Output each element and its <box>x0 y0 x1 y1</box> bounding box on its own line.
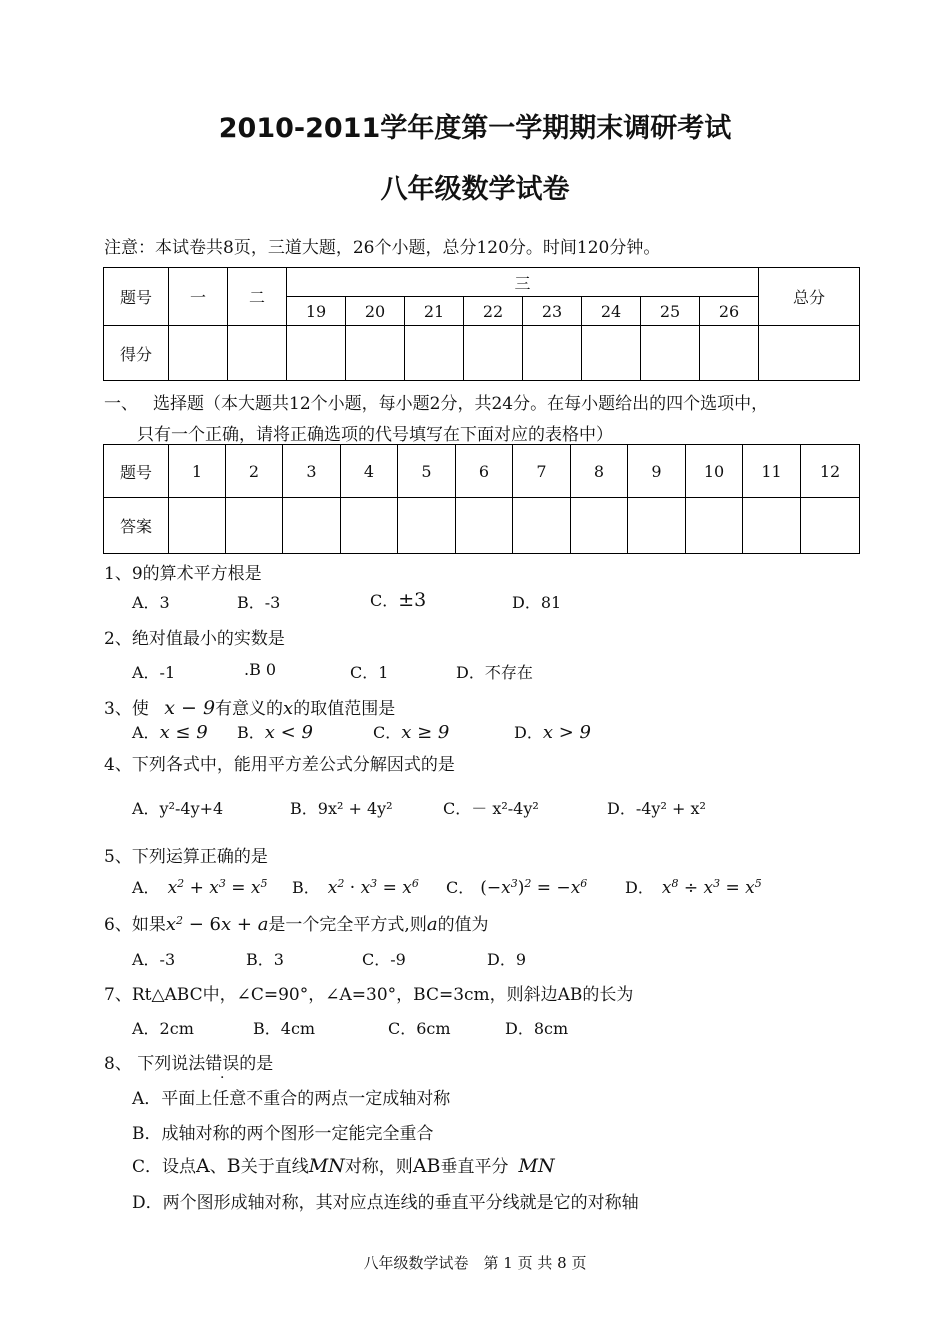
q3-stem-mid: 有意义的 <box>215 699 284 719</box>
q3-option-a <box>132 720 208 743</box>
answer-table-number: 11 <box>743 445 801 498</box>
q5-option-b-label: B． <box>292 878 320 897</box>
q8-option-a: A．平面上任意不重合的两点一定成轴对称 <box>132 1089 451 1109</box>
q6-option-b: B．3 <box>246 950 284 969</box>
q5-option-d-expr: $x^8 \div x^3 = x^5$ <box>661 877 762 898</box>
q7-option-d: D．8cm <box>505 1019 569 1038</box>
q3-stem-expr: x − 9 <box>164 697 216 719</box>
q5-option-a <box>132 875 267 898</box>
answer-cell[interactable] <box>571 498 628 554</box>
q8-option-c-mid3: 垂直平分 <box>440 1157 509 1177</box>
q5-option-d <box>625 875 762 898</box>
score-table-col-1: 一 <box>169 268 228 326</box>
q8-option-c <box>132 1152 555 1177</box>
answer-cell[interactable] <box>628 498 686 554</box>
q8-option-c-sep: 、 <box>209 1157 227 1177</box>
q3-option-d-expr: x > 9 <box>542 722 591 743</box>
q6-stem-expr: $x^2 - 6x + a$ <box>165 914 269 935</box>
q7-option-b: B．4cm <box>253 1019 316 1038</box>
q2-option-c: C．1 <box>350 663 389 682</box>
score-cell[interactable] <box>169 326 228 381</box>
score-cell[interactable] <box>523 326 582 381</box>
q6-stem-post: 是一个完全平方式,则 <box>268 915 427 935</box>
score-table-col-2: 二 <box>228 268 287 326</box>
q6-stem <box>104 910 489 935</box>
score-cell[interactable] <box>641 326 700 381</box>
q3-option-d-label: D． <box>514 723 543 742</box>
q5-option-c-label: C． <box>446 878 475 897</box>
score-cell[interactable] <box>700 326 759 381</box>
q2-option-a: A．-1 <box>132 663 176 682</box>
q8-option-c-segment-ab: AB <box>412 1155 441 1177</box>
q1-stem: 1、9的算术平方根是 <box>104 564 262 584</box>
q8-stem <box>104 1049 273 1074</box>
score-table-header-label: 题号 <box>104 268 169 326</box>
answer-table-number: 4 <box>341 445 398 498</box>
q8-option-c-mid1: 关于直线 <box>240 1157 309 1177</box>
answer-cell[interactable] <box>743 498 801 554</box>
q1-option-a: A．3 <box>132 593 170 612</box>
answer-cell[interactable] <box>169 498 226 554</box>
q7-option-a: A．2cm <box>132 1019 194 1038</box>
score-cell[interactable] <box>464 326 523 381</box>
q8-option-c-point-b: B <box>226 1155 241 1177</box>
q1-option-c-value: ±3 <box>398 589 427 611</box>
score-table-sub-col: 23 <box>523 297 582 326</box>
section1-number: 一、 <box>104 394 138 414</box>
answer-table-number: 2 <box>226 445 283 498</box>
answer-table-number: 6 <box>456 445 513 498</box>
score-table-sub-col: 19 <box>287 297 346 326</box>
score-cell[interactable] <box>287 326 346 381</box>
exam-title: 2010-2011学年度第一学期期末调研考试 <box>218 113 732 144</box>
answer-cell[interactable] <box>341 498 398 554</box>
q3-stem-pre: 3、使 <box>104 699 149 719</box>
score-table-sub-col: 26 <box>700 297 759 326</box>
q3-option-b-label: B． <box>237 723 265 742</box>
section1-heading-line2: 只有一个正确，请将正确选项的代号填写在下面对应的表格中） <box>137 425 613 445</box>
answer-table-number: 7 <box>513 445 571 498</box>
score-table-col-3: 三 <box>287 268 759 297</box>
q3-option-c-label: C． <box>373 723 402 742</box>
answer-cell[interactable] <box>513 498 571 554</box>
score-row-label: 得分 <box>104 326 169 381</box>
score-table-sub-col: 20 <box>346 297 405 326</box>
q3-option-a-expr: x ≤ 9 <box>159 722 208 743</box>
answer-cell[interactable] <box>686 498 743 554</box>
score-cell[interactable] <box>759 326 860 381</box>
q2-option-d: D．不存在 <box>456 663 533 682</box>
exam-notice: 注意：本试卷共8页，三道大题，26个小题，总分120分。时间120分钟。 <box>104 238 661 258</box>
q3-option-b <box>237 720 313 743</box>
q8-option-c-mid2: 对称，则 <box>344 1157 413 1177</box>
q4-option-c: C．－ x²-4y² <box>443 799 539 818</box>
q6-stem-pre: 6、如果 <box>104 915 166 935</box>
answer-table-header-label: 题号 <box>104 445 169 498</box>
answer-table-number: 3 <box>283 445 341 498</box>
q3-option-b-expr: x < 9 <box>264 722 313 743</box>
q6-option-d: D．9 <box>487 950 527 969</box>
q4-option-a: A．y²-4y+4 <box>132 799 224 818</box>
answer-table-number: 5 <box>398 445 456 498</box>
answer-cell[interactable] <box>801 498 860 554</box>
q3-option-c <box>373 720 449 743</box>
answer-table-number: 1 <box>169 445 226 498</box>
q5-option-d-label: D． <box>625 878 654 897</box>
q2-option-b: .B 0 <box>244 660 277 679</box>
answer-table-number: 10 <box>686 445 743 498</box>
q8-stem-emphasis: 错误 <box>205 1054 240 1074</box>
q8-stem-pre: 8、 下列说法 <box>104 1054 206 1074</box>
q3-stem-x: x <box>283 698 294 719</box>
q5-option-c-expr: $(-x^3)^2 = -x^6$ <box>480 877 588 898</box>
q6-stem-a: a <box>426 914 438 935</box>
q1-option-d: D．81 <box>512 593 562 612</box>
q6-option-c: C．-9 <box>362 950 406 969</box>
q7-stem: 7、Rt△ABC中，∠C=90°，∠A=30°，BC=3cm，则斜边AB的长为 <box>104 985 634 1005</box>
page-footer: 八年级数学试卷 第 1 页 共 8 页 <box>363 1254 587 1272</box>
answer-table-number: 8 <box>571 445 628 498</box>
q1-option-c <box>370 588 426 611</box>
answer-table <box>103 444 860 554</box>
answer-cell[interactable] <box>283 498 341 554</box>
q5-stem: 5、下列运算正确的是 <box>104 847 268 867</box>
q5-option-c <box>446 875 587 898</box>
q3-option-a-label: A． <box>132 723 160 742</box>
q8-option-c-line-mn-2: MN <box>518 1155 555 1177</box>
q8-option-b: B．成轴对称的两个图形一定能完全重合 <box>132 1124 434 1144</box>
q5-option-b <box>292 875 419 898</box>
q6-option-a: A．-3 <box>132 950 176 969</box>
q8-option-d: D．两个图形成轴对称，其对应点连线的垂直平分线就是它的对称轴 <box>132 1193 639 1213</box>
answer-table-number: 9 <box>628 445 686 498</box>
q3-option-d <box>514 720 591 743</box>
q2-stem: 2、绝对值最小的实数是 <box>104 629 285 649</box>
exam-subtitle: 八年级数学试卷 <box>380 174 570 205</box>
score-cell[interactable] <box>228 326 287 381</box>
q3-stem-post: 的取值范围是 <box>293 699 396 719</box>
q5-option-b-expr: $x^2 \cdot x^3 = x^6$ <box>327 877 419 898</box>
q3-stem <box>104 694 395 719</box>
q8-stem-post: 的是 <box>239 1054 274 1074</box>
q8-option-c-pre: C．设点 <box>132 1157 197 1177</box>
section1-heading-line1: 选择题（本大题共12个小题，每小题2分，共24分。在每小题给出的四个选项中， <box>153 394 769 414</box>
q5-option-a-expr: $x^2 + x^3 = x^5$ <box>167 877 268 898</box>
q8-option-c-point-a: A <box>196 1155 210 1177</box>
q4-stem: 4、下列各式中，能用平方差公式分解因式的是 <box>104 755 455 775</box>
q4-option-d: D．-4y² + x² <box>607 799 706 818</box>
score-table <box>103 267 860 381</box>
score-cell[interactable] <box>582 326 641 381</box>
q5-option-a-label: A． <box>132 878 160 897</box>
q6-stem-end: 的值为 <box>437 915 489 935</box>
q4-option-b: B．9x² + 4y² <box>290 799 393 818</box>
q3-option-c-expr: x ≥ 9 <box>401 722 450 743</box>
score-cell[interactable] <box>346 326 405 381</box>
score-table-sub-col: 24 <box>582 297 641 326</box>
q1-option-b: B．-3 <box>237 593 281 612</box>
score-table-sub-col: 22 <box>464 297 523 326</box>
answer-cell[interactable] <box>398 498 456 554</box>
q8-option-c-line-mn: MN <box>308 1155 345 1177</box>
q1-option-c-label: C． <box>370 591 399 610</box>
answer-table-number: 12 <box>801 445 860 498</box>
answer-row-label: 答案 <box>104 498 169 554</box>
answer-cell[interactable] <box>456 498 513 554</box>
q7-option-c: C．6cm <box>388 1019 451 1038</box>
score-cell[interactable] <box>405 326 464 381</box>
score-table-total: 总分 <box>759 268 860 326</box>
answer-cell[interactable] <box>226 498 283 554</box>
score-table-sub-col: 25 <box>641 297 700 326</box>
score-table-sub-col: 21 <box>405 297 464 326</box>
